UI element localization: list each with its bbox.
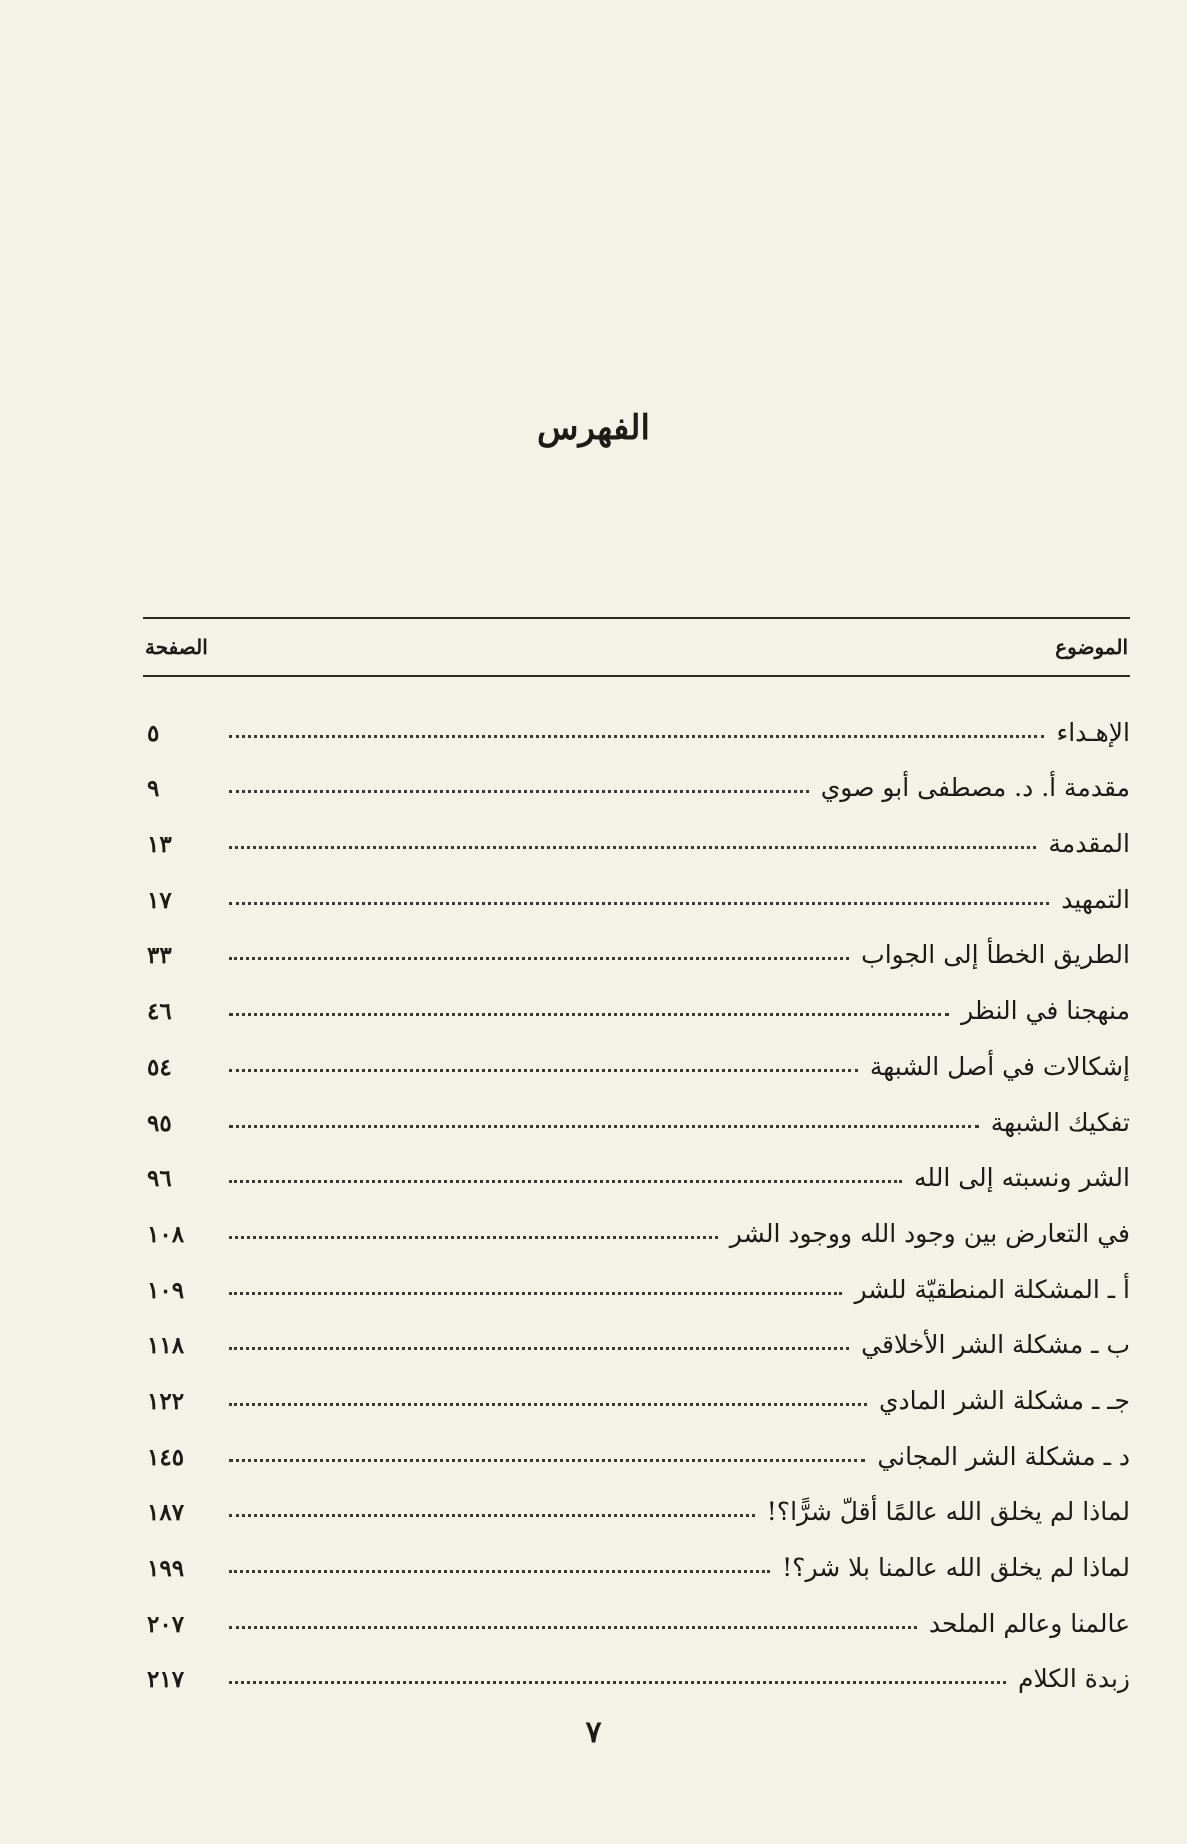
toc-entry[interactable] <box>143 1415 1130 1471</box>
page-title: الفهرس <box>537 408 650 448</box>
dot-leader <box>229 1514 755 1517</box>
entry-page: ٤٦ <box>147 998 172 1026</box>
toc-entry[interactable] <box>143 691 1130 747</box>
dot-leader <box>229 957 849 960</box>
toc-entry[interactable] <box>143 1359 1130 1415</box>
toc-entry[interactable] <box>143 1638 1130 1694</box>
toc-entry[interactable] <box>143 1081 1130 1137</box>
toc-entry[interactable] <box>143 747 1130 803</box>
entry-page: ٣٣ <box>147 942 172 970</box>
toc-entry[interactable] <box>143 858 1130 914</box>
toc-entry[interactable] <box>143 1025 1130 1081</box>
dot-leader <box>229 1570 770 1573</box>
dot-leader <box>229 1069 858 1072</box>
dot-leader <box>229 902 1049 905</box>
page-number: ٧ <box>585 1715 602 1750</box>
entry-title: ب ـ مشكلة الشر الأخلاقي <box>861 1330 1130 1360</box>
entry-title: التمهيد <box>1061 884 1130 914</box>
dot-leader <box>229 1292 842 1295</box>
dot-leader <box>229 735 1044 738</box>
entry-title: منهجنا في النظر <box>961 996 1130 1026</box>
entry-title: الطريق الخطأ إلى الجواب <box>861 940 1130 970</box>
dot-leader <box>229 1347 849 1350</box>
toc-entry[interactable] <box>143 1304 1130 1360</box>
dot-leader <box>229 790 809 793</box>
toc-entry[interactable] <box>143 1471 1130 1527</box>
dot-leader <box>229 1013 949 1016</box>
entry-title: تفكيك الشبهة <box>990 1107 1130 1137</box>
entry-title: أ ـ المشكلة المنطقيّة للشر <box>854 1274 1130 1304</box>
dot-leader <box>229 846 1036 849</box>
toc-entry[interactable] <box>143 1137 1130 1193</box>
entry-page: ٩٦ <box>147 1165 172 1193</box>
entry-title: الإهـداء <box>1056 717 1130 747</box>
entry-page: ١١٨ <box>147 1332 185 1360</box>
toc-entry[interactable] <box>143 802 1130 858</box>
dot-leader <box>229 1236 718 1239</box>
entry-page: ٩٥ <box>147 1109 172 1137</box>
toc-entries <box>143 691 1130 1693</box>
entry-title: د ـ مشكلة الشر المجاني <box>877 1441 1130 1471</box>
entry-title: الشر ونسبته إلى الله <box>914 1163 1130 1193</box>
table-of-contents <box>143 617 1130 1693</box>
entry-page: ١٤٥ <box>147 1443 185 1471</box>
toc-header <box>143 619 1130 675</box>
header-rule <box>143 675 1130 677</box>
entry-title: لماذا لم يخلق الله عالمنا بلا شر؟! <box>782 1553 1130 1582</box>
entry-title: عالمنا وعالم الملحد <box>928 1608 1130 1638</box>
entry-title: لماذا لم يخلق الله عالمًا أقلّ شرًّا؟! <box>766 1497 1130 1527</box>
entry-title: زبدة الكلام <box>1018 1664 1130 1694</box>
dot-leader <box>229 1403 867 1406</box>
dot-leader <box>229 1125 979 1128</box>
entry-page: ١٠٨ <box>147 1220 185 1248</box>
entry-title: المقدمة <box>1048 829 1130 859</box>
dot-leader <box>229 1459 865 1462</box>
toc-entry[interactable] <box>143 1248 1130 1304</box>
toc-entry[interactable] <box>143 1526 1130 1582</box>
entry-page: ٢١٧ <box>147 1666 185 1694</box>
entry-page: ١٩٩ <box>147 1555 185 1582</box>
entry-page: ١٨٧ <box>147 1499 185 1527</box>
entry-title: في التعارض بين وجود الله ووجود الشر <box>729 1218 1130 1248</box>
entry-title: مقدمة أ. د. مصطفى أبو صوي <box>820 773 1130 803</box>
topic-column-label: الموضوع <box>1055 635 1128 659</box>
toc-entry[interactable] <box>143 1582 1130 1638</box>
entry-title: جـ ـ مشكلة الشر المادي <box>878 1385 1130 1415</box>
entry-page: ٢٠٧ <box>147 1610 185 1638</box>
entry-page: ١٢٢ <box>147 1387 185 1415</box>
entry-page: ١٠٩ <box>147 1276 185 1304</box>
dot-leader <box>229 1681 1006 1684</box>
entry-page: ١٧ <box>147 886 172 914</box>
entry-title: إشكالات في أصل الشبهة <box>869 1051 1130 1081</box>
entry-page: ٥ <box>147 719 160 747</box>
entry-page: ١٣ <box>147 831 172 859</box>
entry-page: ٩ <box>147 775 160 803</box>
entry-page: ٥٤ <box>147 1053 172 1081</box>
page-column-label: الصفحة <box>145 635 208 659</box>
toc-entry[interactable] <box>143 914 1130 970</box>
dot-leader <box>229 1626 917 1629</box>
toc-entry[interactable] <box>143 969 1130 1025</box>
toc-entry[interactable] <box>143 1192 1130 1248</box>
dot-leader <box>229 1180 902 1183</box>
